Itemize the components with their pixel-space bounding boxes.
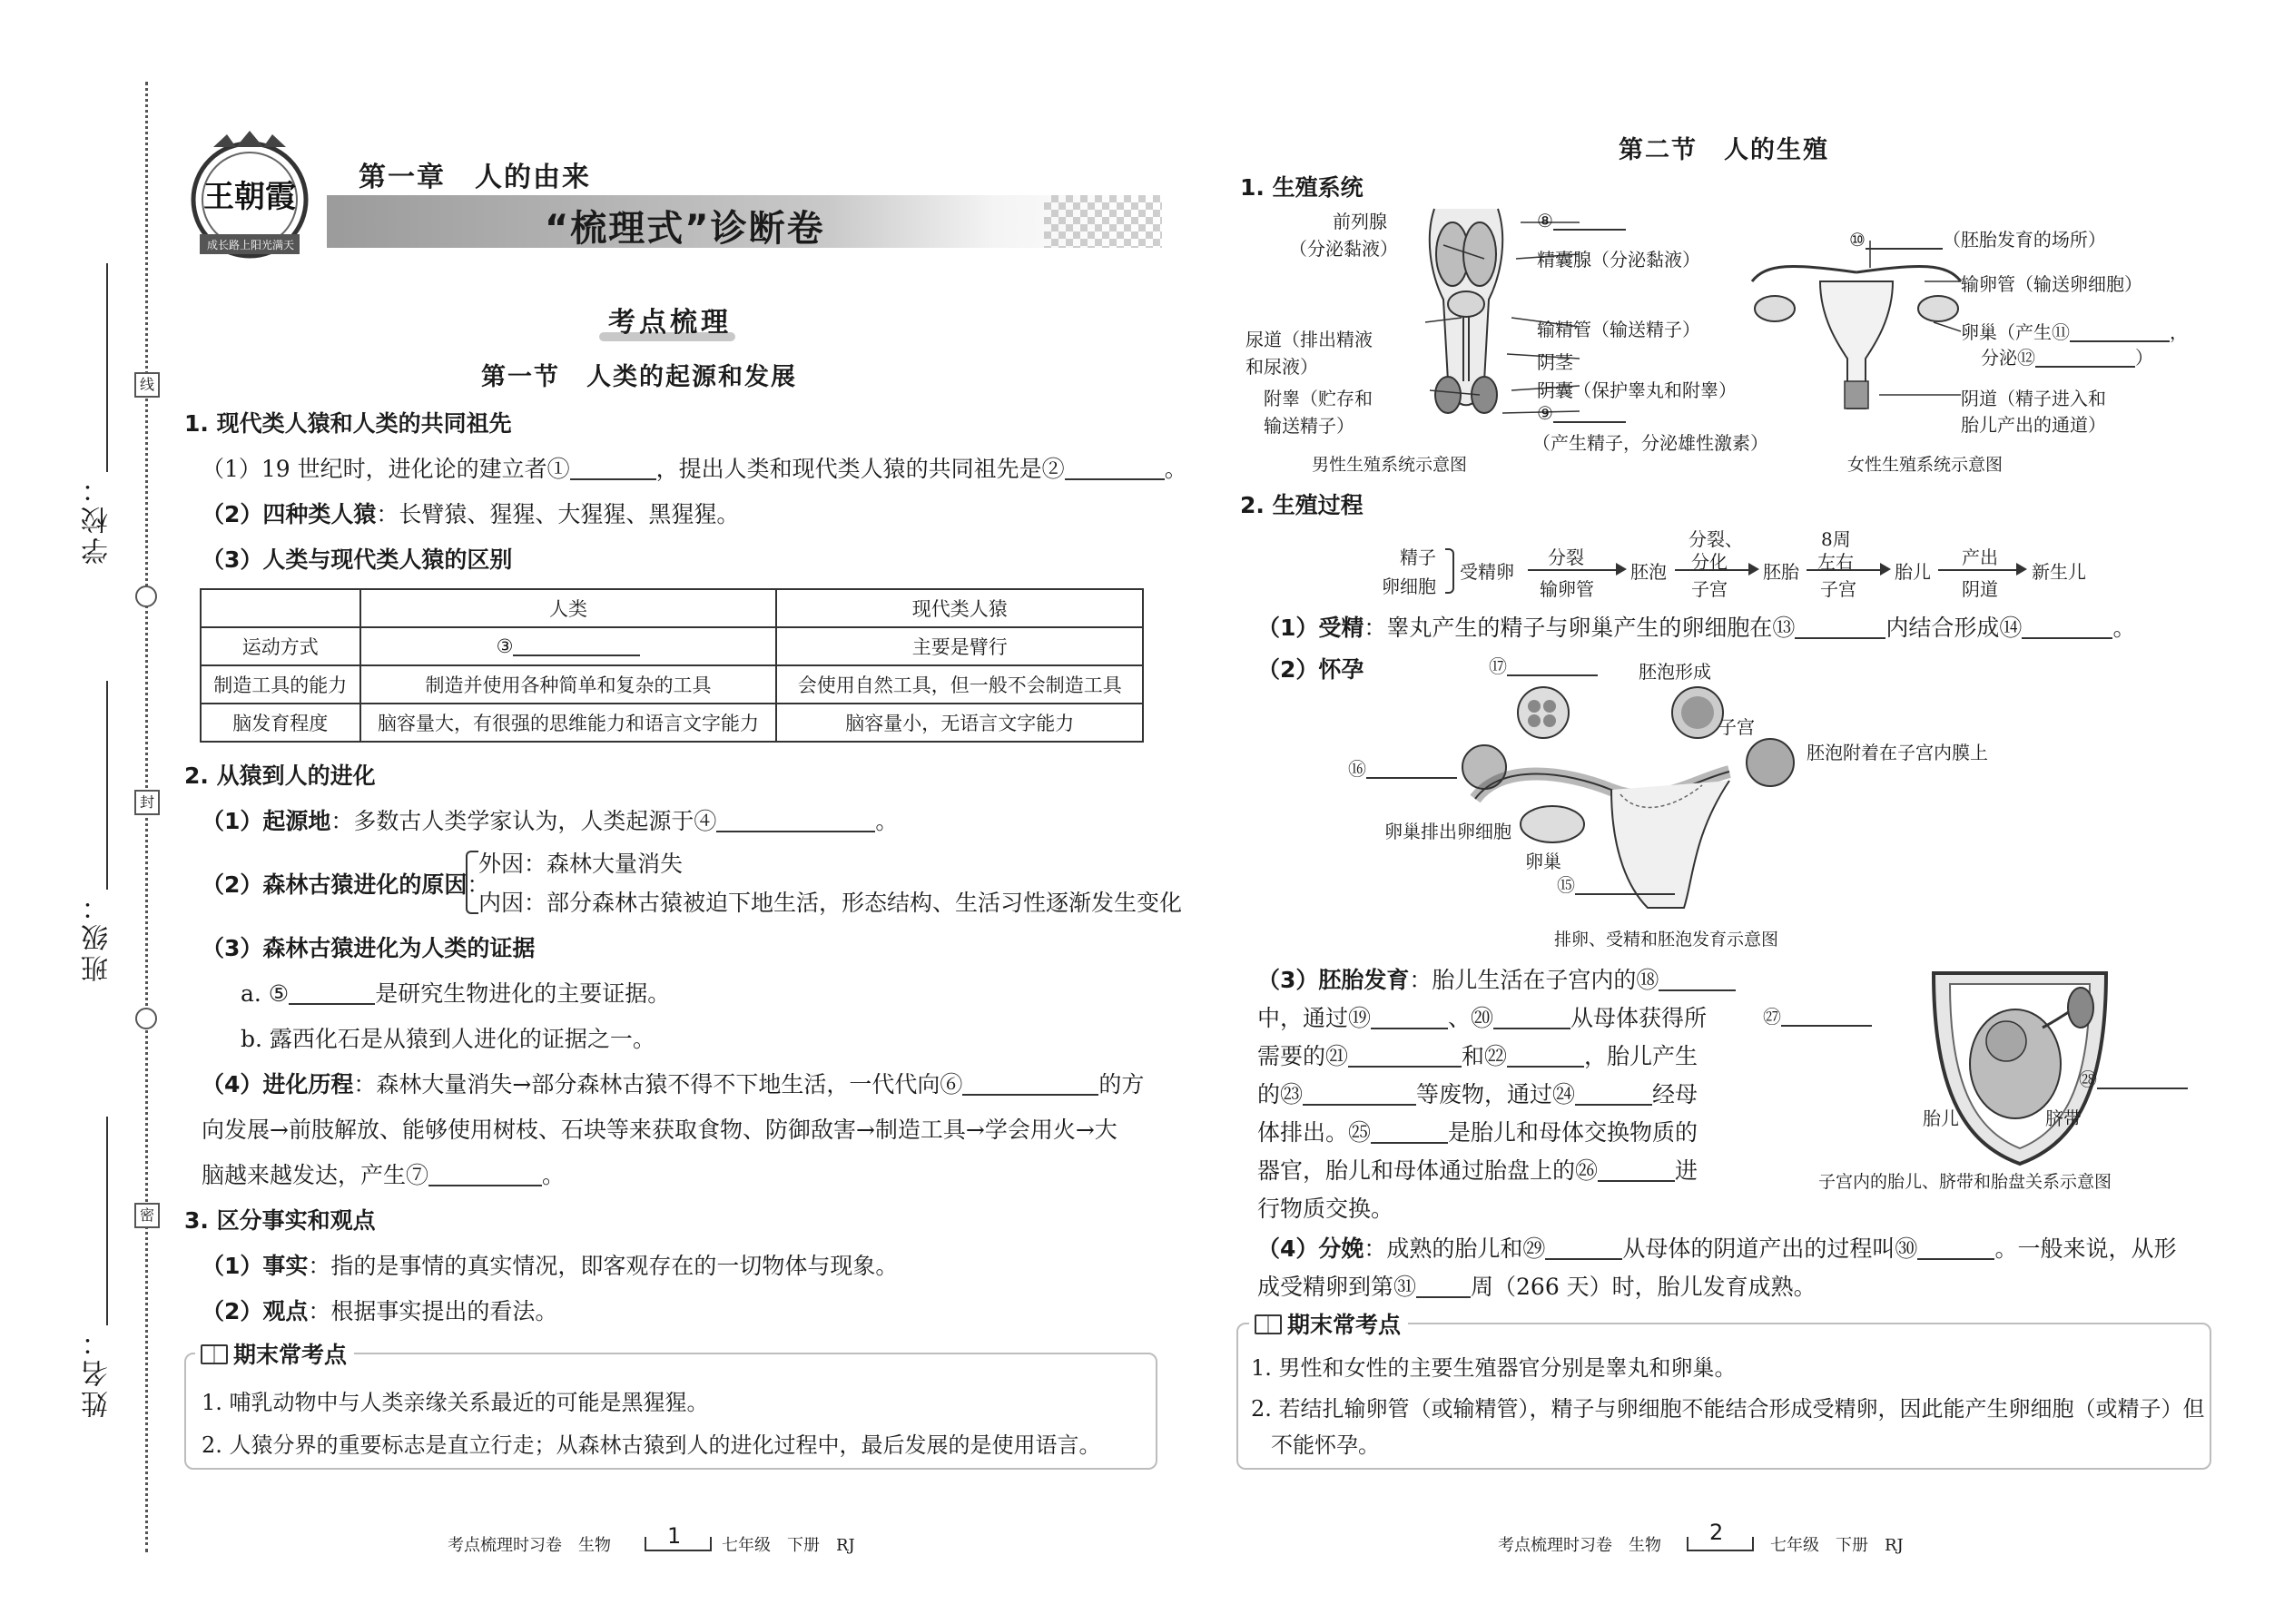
label-epididymis-2: 输送精子） bbox=[1264, 415, 1354, 437]
flow-zygote: 受精卵 bbox=[1460, 561, 1514, 583]
binding-hole bbox=[135, 586, 157, 607]
blank-14[interactable] bbox=[2022, 614, 2112, 639]
line-opinion: （2）观点：根据事实提出的看法。 bbox=[202, 1298, 558, 1324]
table-cell: 脑容量小，无语言文字能力 bbox=[776, 704, 1143, 742]
label-n16: ⑯ bbox=[1348, 754, 1457, 781]
table-header-row bbox=[201, 589, 1143, 627]
table-row-label: 制造工具的能力 bbox=[201, 665, 360, 704]
flow-weeks: 8周 bbox=[1821, 528, 1851, 550]
line-pregnancy: （2）怀孕 bbox=[1257, 656, 1364, 683]
binding-mark-secret: 密 bbox=[134, 1203, 160, 1228]
flow-embryo-bud: 胚泡 bbox=[1630, 561, 1667, 583]
arrow-right-icon bbox=[1748, 563, 1759, 576]
label-n8: ⑧ bbox=[1537, 210, 1626, 231]
line-development-1: （3）胚胎发育：胎儿生活在子宫内的⑱ bbox=[1257, 962, 1736, 995]
label-n17: ⑰ bbox=[1489, 652, 1598, 678]
label-urethra-2: 和尿液） bbox=[1245, 356, 1318, 378]
label-uterus: 子宫 bbox=[1718, 716, 1755, 738]
flow-uterus: 子宫 bbox=[1691, 578, 1728, 600]
flow-differentiate: 分化 bbox=[1691, 551, 1728, 573]
arrow-right-icon bbox=[2016, 563, 2027, 576]
label-n9: ⑨ bbox=[1537, 402, 1626, 424]
table-row-label: 脑发育程度 bbox=[201, 704, 360, 742]
female-caption: 女性生殖系统示意图 bbox=[1847, 455, 2004, 475]
tip-item: 不能怀孕。 bbox=[1271, 1432, 1380, 1458]
blank-22[interactable] bbox=[1507, 1042, 1584, 1068]
blank-12[interactable] bbox=[2035, 349, 2135, 368]
label-vagina-2: 胎儿产出的通道） bbox=[1961, 414, 2106, 436]
tip-title-left: 期末常考点 bbox=[195, 1337, 354, 1370]
binding-dotted-line bbox=[145, 82, 148, 1552]
blank-11[interactable] bbox=[2070, 324, 2170, 342]
cause-internal: 内因：部分森林古猿被迫下地生活，形态结构、生活习性逐渐发生变化 bbox=[478, 890, 1183, 916]
binding-mark-line: 线 bbox=[134, 372, 160, 398]
book-icon bbox=[1255, 1314, 1282, 1334]
label-epididymis: 附睾（贮存和 bbox=[1264, 388, 1373, 409]
binding-hole bbox=[135, 1008, 157, 1029]
arrow-right-icon bbox=[1616, 563, 1627, 576]
summary-heading: 考点梳理 bbox=[608, 307, 732, 339]
table-row-label: 运动方式 bbox=[201, 627, 360, 665]
line-evolution-causes: （2）森林古猿进化的原因： bbox=[202, 871, 490, 898]
line-development-7: 行物质交换。 bbox=[1257, 1196, 1394, 1222]
blank-20[interactable] bbox=[1493, 1004, 1570, 1029]
female-leader-lines bbox=[1861, 231, 1961, 422]
label-umbilical-cord: 脐带 bbox=[2045, 1107, 2082, 1129]
flow-divide2: 分裂、 bbox=[1689, 528, 1743, 550]
label-n28: ㉘ bbox=[2079, 1065, 2188, 1091]
male-caption: 男性生殖系统示意图 bbox=[1312, 455, 1468, 475]
blank-7[interactable] bbox=[428, 1161, 542, 1186]
table-cell: 主要是臂行 bbox=[776, 627, 1143, 665]
comparison-table bbox=[200, 588, 1144, 743]
checker-pattern bbox=[1044, 195, 1162, 248]
publisher-logo bbox=[182, 127, 318, 263]
label-ovary: 卵巢（产生⑪ ， bbox=[1961, 321, 2188, 343]
line-development-6: 器官，胎儿和母体通过胎盘上的㉖ 进 bbox=[1257, 1157, 1698, 1184]
label-n27: ㉗ bbox=[1763, 1002, 1872, 1029]
label-seminal-vesicle: 精囊腺（分泌黏液） bbox=[1537, 249, 1700, 271]
flow-uterus2: 子宫 bbox=[1820, 578, 1856, 600]
flow-birth: 产出 bbox=[1962, 546, 1998, 568]
binding-mark-seal: 封 bbox=[134, 790, 160, 815]
brace bbox=[466, 851, 478, 914]
line-evolution-founder: （1）19 世纪时，进化论的建立者① ，提出人类和现代类人猿的共同祖先是② 。 bbox=[202, 456, 1187, 482]
line-fact: （1）事实：指的是事情的真实情况，即客观存在的一切物体与现象。 bbox=[202, 1253, 899, 1279]
footer-right-grade: 七年级 下册 RJ bbox=[1770, 1536, 1904, 1555]
flow-egg: 卵细胞 bbox=[1382, 576, 1436, 597]
flow-sperm: 精子 bbox=[1400, 546, 1436, 568]
table-header-ape: 现代类人猿 bbox=[776, 589, 1143, 627]
footer-left-grade: 七年级 下册 RJ bbox=[722, 1536, 855, 1555]
line-development-3: 需要的㉑ 和㉒ ，胎儿产生 bbox=[1257, 1043, 1698, 1069]
footer-right-text: 考点梳理时习卷 生物 bbox=[1498, 1536, 1661, 1555]
label-scrotum: 阴囊（保护睾丸和附睾） bbox=[1537, 379, 1737, 401]
blank-29[interactable] bbox=[1545, 1235, 1622, 1260]
label-implantation: 胚泡附着在子宫内膜上 bbox=[1807, 742, 1988, 763]
tip-item: 2. 若结扎输卵管（或输精管），精子与卵细胞不能结合形成受精卵，因此能产生卵细胞（或精子）但 bbox=[1251, 1396, 2205, 1422]
label-oviduct: 输卵管（输送卵细胞） bbox=[1961, 273, 2142, 295]
table-cell: 脑容量大，有很强的思维能力和语言文字能力 bbox=[360, 704, 777, 742]
flow-arrow bbox=[1675, 569, 1750, 571]
blank-16[interactable] bbox=[1366, 761, 1457, 779]
flow-newborn: 新生儿 bbox=[2032, 561, 2086, 583]
label-blastocyst-forms: 胚泡形成 bbox=[1639, 661, 1711, 683]
label-vas-deferens: 输精管（输送精子） bbox=[1537, 319, 1700, 340]
line-evolution-process-3: 脑越来越发达，产生⑦ 。 bbox=[202, 1162, 566, 1188]
label-ovulation: 卵巢排出卵细胞 bbox=[1384, 821, 1511, 842]
flow-approx: 左右 bbox=[1817, 551, 1854, 573]
line-evidence-a: a. ⑤ 是研究生物进化的主要证据。 bbox=[241, 980, 671, 1007]
blank-18[interactable] bbox=[1659, 966, 1736, 991]
heading-reproductive-system: 1. 生殖系统 bbox=[1240, 174, 1364, 201]
blank-2[interactable] bbox=[1065, 455, 1165, 480]
table-cell: 制造并使用各种简单和复杂的工具 bbox=[360, 665, 777, 704]
flow-divide: 分裂 bbox=[1548, 546, 1584, 568]
flow-brace bbox=[1445, 548, 1454, 594]
flow-arrow bbox=[1807, 569, 1882, 571]
flow-vagina: 阴道 bbox=[1962, 578, 1998, 600]
line-evidence: （3）森林古猿进化为人类的证据 bbox=[202, 935, 536, 961]
svg-text:阳光满天: 阳光满天 bbox=[250, 239, 295, 251]
flow-arrow bbox=[1938, 569, 2018, 571]
line-birth-2: 成受精卵到第㉛ 周（266 天）时，胎儿发育成熟。 bbox=[1257, 1274, 1816, 1300]
blank-9[interactable] bbox=[1553, 405, 1626, 423]
label-urethra: 尿道（排出精液 bbox=[1245, 329, 1373, 350]
blank-28[interactable] bbox=[2097, 1071, 2188, 1089]
table-row bbox=[201, 665, 1143, 704]
svg-text:王朝霞: 王朝霞 bbox=[203, 179, 296, 215]
label-fetus: 胎儿 bbox=[1923, 1107, 1959, 1129]
label-vagina: 阴道（精子进入和 bbox=[1961, 388, 2106, 409]
label-prostate: 前列腺 bbox=[1333, 211, 1387, 232]
blank-15[interactable] bbox=[1575, 877, 1675, 895]
line-differences: （3）人类与现代类人猿的区别 bbox=[202, 546, 513, 573]
ovulation-caption: 排卵、受精和胚泡发育示意图 bbox=[1554, 930, 1779, 950]
fetus-caption: 子宫内的胎儿、脐带和胎盘关系示意图 bbox=[1818, 1172, 2112, 1192]
table-header-human: 人类 bbox=[360, 589, 777, 627]
section-title-1: 第一节 人类的起源和发展 bbox=[481, 363, 797, 391]
flow-arrow bbox=[1528, 569, 1617, 571]
line-evolution-process: （4）进化历程：森林大量消失→部分森林古猿不得不下地生活，一代代向⑥ 的方 bbox=[202, 1071, 1145, 1097]
svg-text:成长路上: 成长路上 bbox=[206, 239, 251, 251]
label-n15: ⑮ bbox=[1557, 871, 1675, 897]
blank-17[interactable] bbox=[1507, 658, 1598, 676]
footer-left-text: 考点梳理时习卷 生物 bbox=[448, 1536, 611, 1555]
blank-26[interactable] bbox=[1598, 1156, 1675, 1182]
blank-5[interactable] bbox=[289, 979, 375, 1005]
label-prostate-fn: （分泌黏液） bbox=[1289, 238, 1398, 260]
heading-reproductive-process: 2. 生殖过程 bbox=[1240, 492, 1364, 518]
blank-30[interactable] bbox=[1917, 1235, 1994, 1260]
label-penis: 阴茎 bbox=[1537, 351, 1573, 373]
cause-external: 外因：森林大量消失 bbox=[478, 851, 684, 877]
class-label: 班级： bbox=[82, 890, 113, 982]
tip-title-right: 期末常考点 bbox=[1249, 1307, 1408, 1340]
line-development-4: 的㉓ 等废物，通过㉔ 经母 bbox=[1257, 1081, 1698, 1107]
blank-21[interactable] bbox=[1348, 1042, 1462, 1068]
school-field[interactable] bbox=[106, 263, 108, 472]
blank-6[interactable] bbox=[962, 1070, 1098, 1096]
flow-fetus: 胎儿 bbox=[1895, 561, 1931, 583]
arrow-right-icon bbox=[1880, 563, 1891, 576]
chapter-title: 第一章 人的由来 bbox=[359, 162, 591, 193]
line-birth-1: （4）分娩：成熟的胎儿和㉙ 从母体的阴道产出的过程叫㉚ 。一般来说，从形 bbox=[1257, 1235, 2177, 1262]
flow-embryo: 胚胎 bbox=[1763, 561, 1799, 583]
tip-item: 2. 人猿分界的重要标志是直立行走；从森林古猿到人的进化过程中，最后发展的是使用语言。 bbox=[202, 1432, 1101, 1458]
name-label: 姓名： bbox=[82, 1325, 113, 1418]
page-number-1: 1 bbox=[667, 1523, 682, 1549]
blank-4[interactable] bbox=[716, 807, 875, 832]
line-evolution-process-2: 向发展→前肢解放、能够使用树枝、石块等来获取食物、防御敌害→制造工具→学会用火→大 bbox=[202, 1117, 1117, 1143]
name-field[interactable] bbox=[106, 1117, 108, 1325]
blank-10[interactable] bbox=[1866, 231, 1943, 250]
class-field[interactable] bbox=[106, 681, 108, 890]
flow-oviduct: 输卵管 bbox=[1540, 578, 1594, 600]
heading-ape-to-human: 2. 从猿到人的进化 bbox=[184, 763, 376, 789]
heading-common-ancestor: 1. 现代类人猿和人类的共同祖先 bbox=[184, 410, 512, 437]
label-n10: ⑩ （胚胎发育的场所） bbox=[1849, 229, 2106, 251]
blank-31[interactable] bbox=[1416, 1273, 1471, 1298]
table-row bbox=[201, 627, 1143, 665]
tip-item: 1. 哺乳动物中与人类亲缘关系最近的可能是黑猩猩。 bbox=[202, 1390, 709, 1415]
exam-title: “梳理式”诊断卷 bbox=[545, 208, 825, 250]
table-cell: 会使用自然工具，但一般不会制造工具 bbox=[776, 665, 1143, 704]
line-evidence-b: b. 露西化石是从猿到人进化的证据之一。 bbox=[241, 1026, 655, 1052]
line-fertilization: （1）受精：睾丸产生的精子与卵巢产生的卵细胞在⑬ 内结合形成⑭ 。 bbox=[1257, 615, 2136, 641]
line-development-5: 体排出。㉕ 是胎儿和母体交换物质的 bbox=[1257, 1119, 1698, 1146]
blank-13[interactable] bbox=[1795, 614, 1885, 639]
label-ovary-preg: 卵巢 bbox=[1525, 851, 1561, 872]
blank-3[interactable] bbox=[513, 636, 640, 656]
blank-19[interactable] bbox=[1371, 1004, 1448, 1029]
blank-1[interactable] bbox=[570, 455, 656, 480]
tip-item: 1. 男性和女性的主要生殖器官分别是睾丸和卵巢。 bbox=[1251, 1355, 1737, 1381]
blank-24[interactable] bbox=[1575, 1080, 1652, 1106]
heading-fact-opinion: 3. 区分事实和观点 bbox=[184, 1207, 376, 1234]
section-title-2: 第二节 人的生殖 bbox=[1619, 136, 1829, 164]
blank-23[interactable] bbox=[1303, 1080, 1416, 1106]
line-origin: （1）起源地：多数古人类学家认为，人类起源于④ 。 bbox=[202, 808, 899, 834]
line-development-2: 中，通过⑲ 、⑳ 从母体获得所 bbox=[1257, 1005, 1708, 1031]
page-number-2: 2 bbox=[1709, 1520, 1724, 1545]
table-cell: ③ bbox=[360, 627, 777, 665]
line-four-apes: （2）四种类人猿：长臂猿、猩猩、大猩猩、黑猩猩。 bbox=[202, 501, 740, 527]
blank-27[interactable] bbox=[1781, 1009, 1872, 1027]
book-icon bbox=[201, 1344, 228, 1364]
label-ovary-2: 分泌⑫ ） bbox=[1981, 347, 2153, 369]
blank-8[interactable] bbox=[1553, 212, 1626, 231]
table-corner bbox=[201, 589, 360, 627]
blank-25[interactable] bbox=[1371, 1118, 1448, 1144]
school-label: 学校： bbox=[82, 472, 113, 565]
table-row bbox=[201, 704, 1143, 742]
label-n9-fn: （产生精子，分泌雄性激素） bbox=[1532, 432, 1768, 454]
